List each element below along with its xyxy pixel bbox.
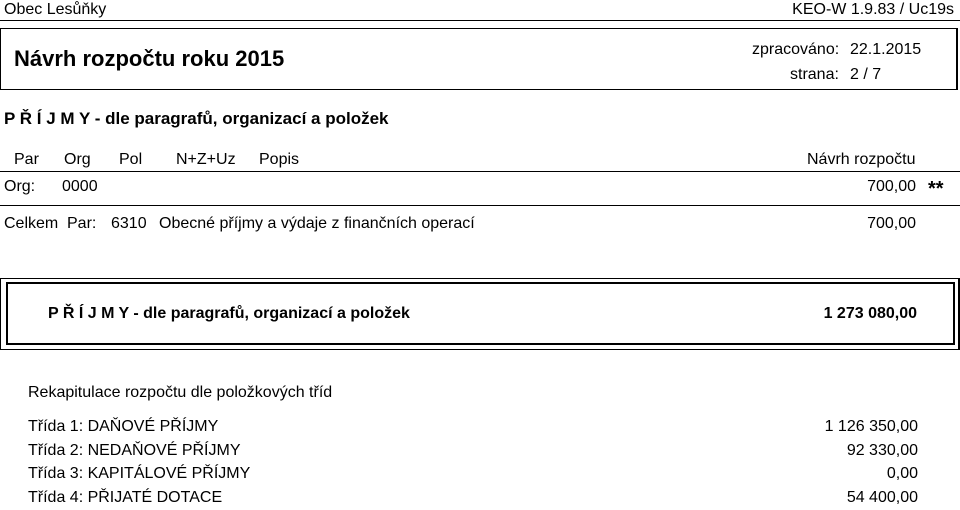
total-description: Obecné příjmy a výdaje z finančních operací: [159, 215, 475, 232]
org-label: Org:: [4, 178, 36, 195]
section-title: P Ř Í J M Y - dle paragrafů, organizací a položek: [4, 109, 389, 128]
recap-class-4-value: 54 400,00: [846, 489, 918, 506]
total-label: Celkem: [4, 215, 59, 232]
org-marker: **: [928, 178, 944, 200]
column-org: Org: [64, 151, 91, 168]
column-navrh-rozpoctu: Návrh rozpočtu: [807, 151, 916, 168]
recap-title: Rekapitulace rozpočtu dle položkových tříd: [28, 384, 333, 401]
recap-class-1-label: Třída 1: DAŇOVÉ PŘÍJMY: [28, 418, 219, 435]
recap-class-2-value: 92 330,00: [846, 442, 918, 459]
total-row-rule: [0, 205, 960, 206]
total-value: 700,00: [867, 215, 916, 232]
total-par-label: Par:: [67, 215, 97, 232]
total-par-code: 6310: [111, 215, 147, 232]
page-label: strana:: [790, 66, 839, 83]
column-pol: Pol: [119, 151, 143, 168]
org-code: 0000: [62, 178, 98, 195]
processed-date: 22.1.2015: [850, 41, 922, 58]
column-nzu: N+Z+Uz: [176, 151, 236, 168]
municipality-name: Obec Lesůňky: [4, 1, 107, 18]
recap-class-1-value: 1 126 350,00: [824, 418, 918, 435]
processed-label: zpracováno:: [752, 41, 840, 58]
system-version: KEO-W 1.9.83 / Uc19s: [792, 1, 954, 18]
recap-class-4-label: Třída 4: PŘIJATÉ DOTACE: [28, 489, 223, 506]
recap-class-3-value: 0,00: [886, 465, 918, 482]
page-number: 2 / 7: [850, 66, 882, 83]
recap-class-2-label: Třída 2: NEDAŇOVÉ PŘÍJMY: [28, 442, 241, 459]
summary-title: P Ř Í J M Y - dle paragrafů, organizací a položek: [48, 305, 410, 322]
recap-class-3-label: Třída 3: KAPITÁLOVÉ PŘÍJMY: [28, 465, 251, 482]
page-title: Návrh rozpočtu roku 2015: [14, 46, 285, 71]
org-value: 700,00: [867, 178, 916, 195]
column-header-rule: [0, 171, 960, 172]
column-popis: Popis: [259, 151, 300, 168]
summary-value: 1 273 080,00: [823, 305, 917, 322]
column-par: Par: [14, 151, 39, 168]
